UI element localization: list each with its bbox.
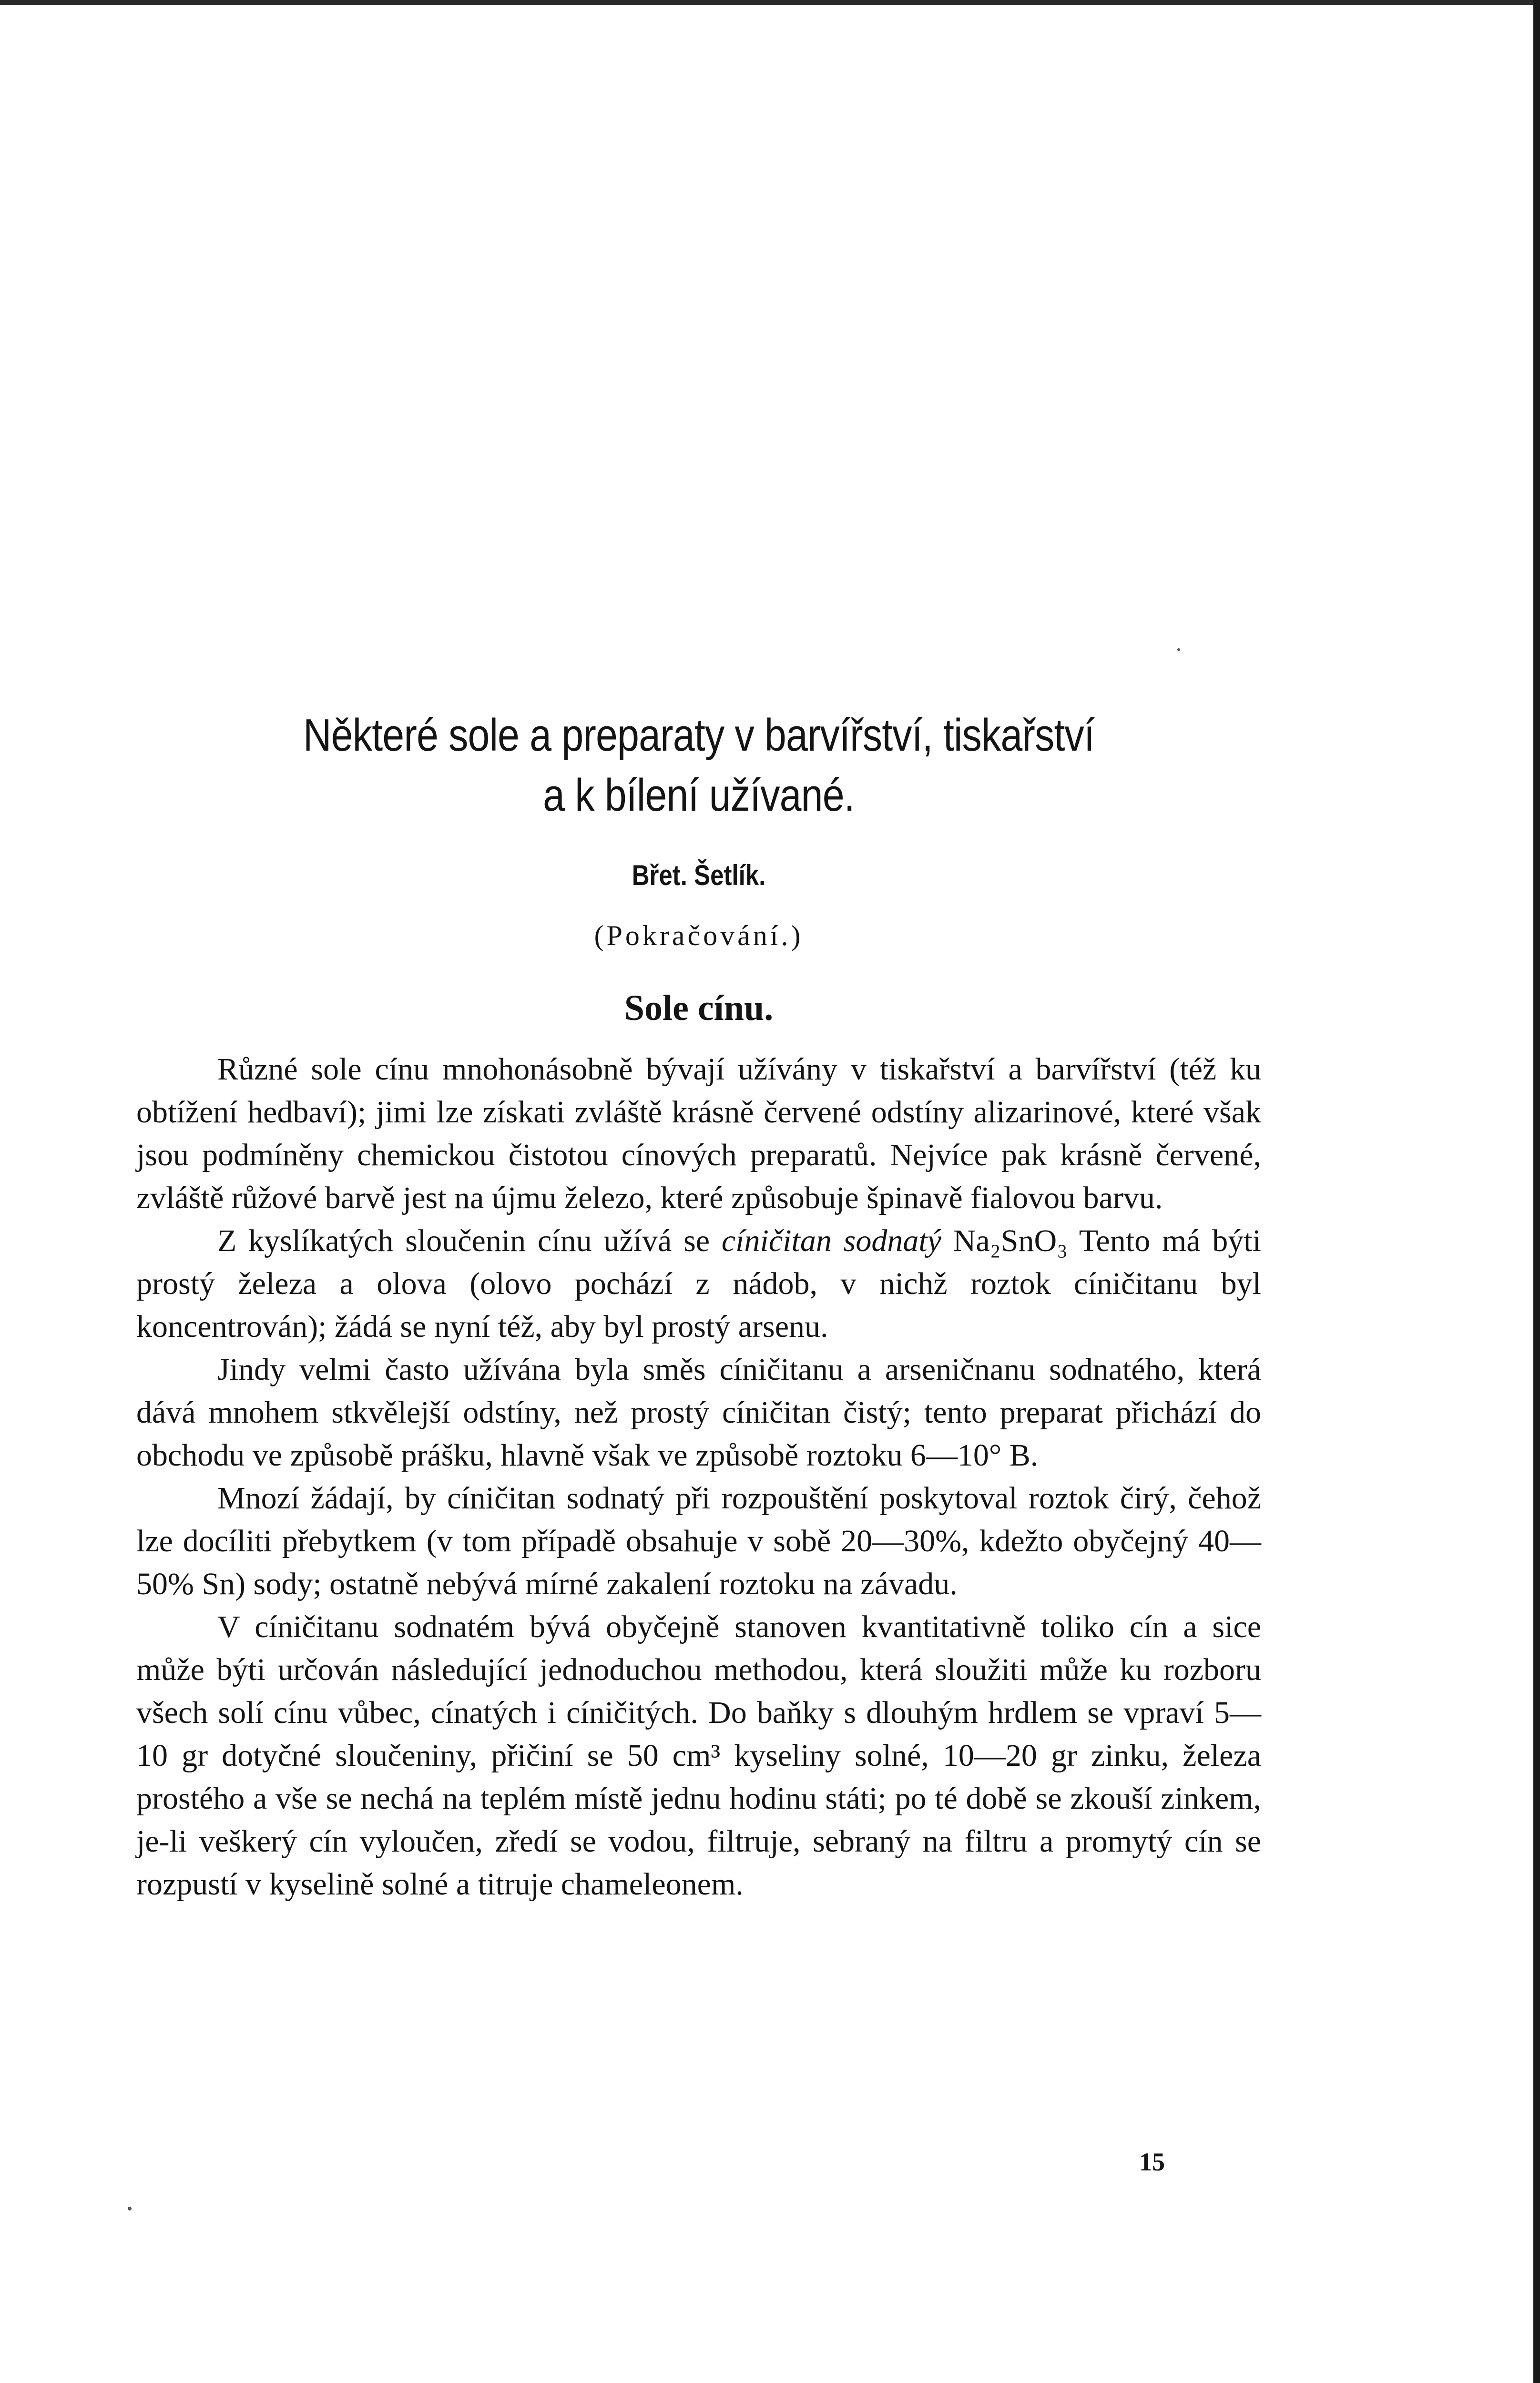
paragraph-3: Jindy velmi často užívána byla směs cíničitanu a arseničnanu sodnatého, která dává mnohem stkvělejší odstíny, než prostý cíničitan čistý; tento preparat přichází do obchodu ve způsobě prášku, hlavně však ve způsobě roztoku 6—10° B.: [136, 1352, 1261, 1473]
article: [136, 705, 1261, 1906]
title-line-2: a k bílení užívané.: [543, 770, 855, 821]
page-number: 15: [1139, 2148, 1165, 2176]
paragraph-5: V cíničitanu sodnatém bývá obyčejně stanoven kvantitativně toliko cín a sice může býti určován následující jednoduchou methodou, která sloužiti může ku rozboru všech solí cínu vůbec, cínatých i cíničitých. Do baňky s dlouhým hrdlem se vpraví 5—10 gr dotyčné sloučeniny, přičiní se 50 cm³ kyseliny solné, 10—20 gr zinku, železa prostého a vše se nechá na teplém místě jednu hodinu státi; po té době se zkouší zinkem, je-li veškerý cín vyloučen, zředí se vodou, filtruje, sebraný na filtru a promytý cín se rozpustí v kyselině solné a titruje chameleonem.: [136, 1609, 1261, 1902]
section-heading: Sole cínu.: [624, 988, 774, 1028]
paragraph-1: Různé sole cínu mnohonásobně bývají užívány v tiskařství a barvířství (též ku obtížení hedbaví); jimi lze získati zvláště krásně červené odstíny alizarinové, které však jsou podmíněny chemickou čistotou cínových preparatů. Nejvíce pak krásně červené, zvláště růžové barvě jest na újmu železo, které způsobuje špinavě fialovou barvu.: [136, 1052, 1261, 1215]
title-line-1: Některé sole a preparaty v barvířství, tiskařství: [303, 710, 1095, 761]
body-text: [136, 1048, 1261, 1906]
paragraph-2-italic-term: cíničitan sodnatý: [721, 1223, 941, 1258]
scan-speck: [128, 2207, 132, 2210]
paragraph-2: [136, 1220, 1261, 1348]
paragraph-2-lead: Z kyslíkatých sloučenin cínu užívá se: [217, 1223, 722, 1258]
article-title: [215, 705, 1183, 825]
paragraph-2-rest: Na₂SnO₃ Tento má býti prostý železa a olova (olovo pochází z nádob, v nichž roztok cíničitanu byl koncentrován); žádá se nyní též, aby byl prostý arsenu.: [136, 1223, 1261, 1344]
page-top-edge: [0, 0, 1540, 5]
continuation-note: (Pokračování.): [594, 920, 804, 951]
author-name: Břet. Šetlík.: [632, 859, 766, 891]
paragraph-4: Mnozí žádají, by cíničitan sodnatý při rozpouštění poskytoval roztok čirý, čehož lze docíliti přebytkem (v tom případě obsahuje v sobě 20—30%, kdežto obyčejný 40—50% Sn) sody; ostatně nebývá mírné zakalení roztoku na závadu.: [136, 1481, 1261, 1601]
scan-speck: [1177, 648, 1180, 651]
page-right-edge: [1533, 0, 1540, 2383]
